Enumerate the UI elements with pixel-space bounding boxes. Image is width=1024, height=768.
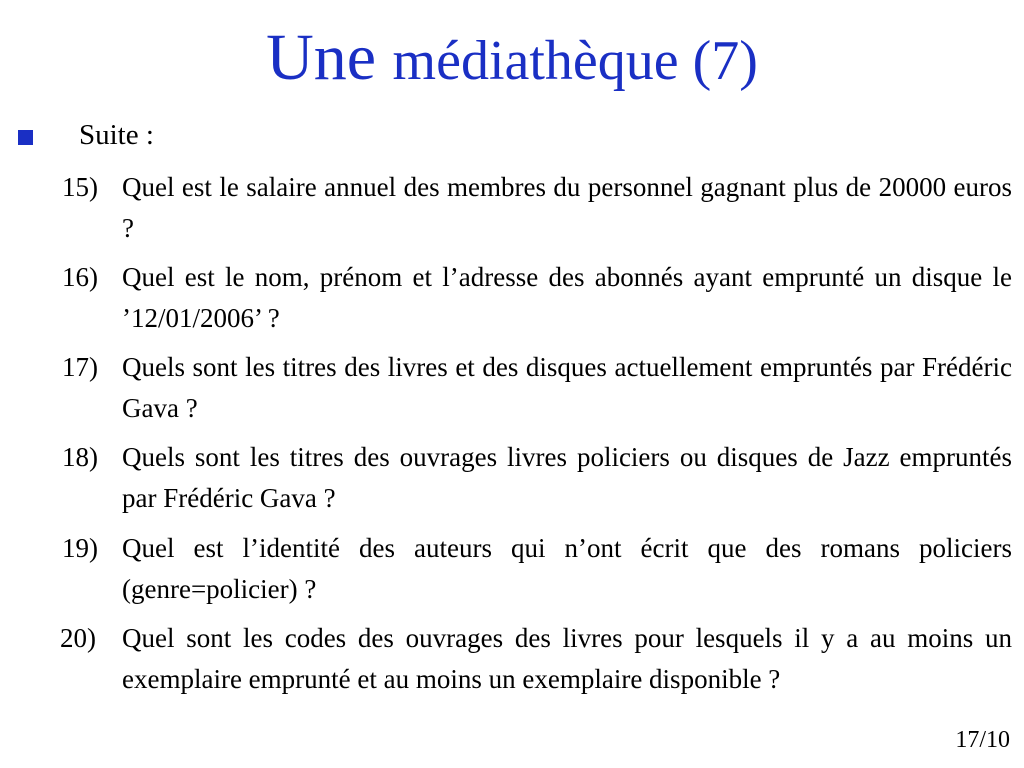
bullet-text: Suite : (79, 119, 154, 151)
list-item (62, 437, 1012, 519)
list-item-text: Quel est l’identité des auteurs qui n’ont écrit que des romans policiers (genre=policier) ? (122, 533, 1012, 604)
list-item (62, 257, 1012, 339)
square-bullet-icon (18, 130, 33, 145)
list-item-text: Quel est le nom, prénom et l’adresse des abonnés ayant emprunté un disque le ’12/01/2006’ ? (122, 262, 1012, 333)
list-item-number: 16) (62, 262, 98, 292)
list-item-number: 15) (62, 172, 98, 202)
list-item-number: 19) (62, 533, 98, 563)
list-item (62, 167, 1012, 249)
list-item (62, 347, 1012, 429)
list-item-number: 18) (62, 442, 98, 472)
list-item (60, 618, 1012, 700)
list-item-number: 20) (60, 623, 96, 653)
list-item-text: Quels sont les titres des ouvrages livres policiers ou disques de Jazz empruntés par Frédéric Gava ? (122, 442, 1012, 513)
list-item-text: Quel est le salaire annuel des membres du personnel gagnant plus de 20000 euros ? (122, 172, 1012, 243)
page-number: 17/10 (955, 727, 1010, 753)
list-item (62, 528, 1012, 610)
slide-title-part2: médiathèque (7) (392, 30, 758, 92)
list-item-number: 17) (62, 352, 98, 382)
slide-title (0, 18, 1024, 101)
list-item-text: Quel sont les codes des ouvrages des livres pour lesquels il y a au moins un exemplaire emprunté et au moins un exemplaire disponible ? (122, 623, 1012, 694)
list-item-text: Quels sont les titres des livres et des disques actuellement empruntés par Frédéric Gava ? (122, 352, 1012, 423)
slide-title-part1: Une (266, 21, 393, 94)
bullet-line (18, 115, 154, 155)
